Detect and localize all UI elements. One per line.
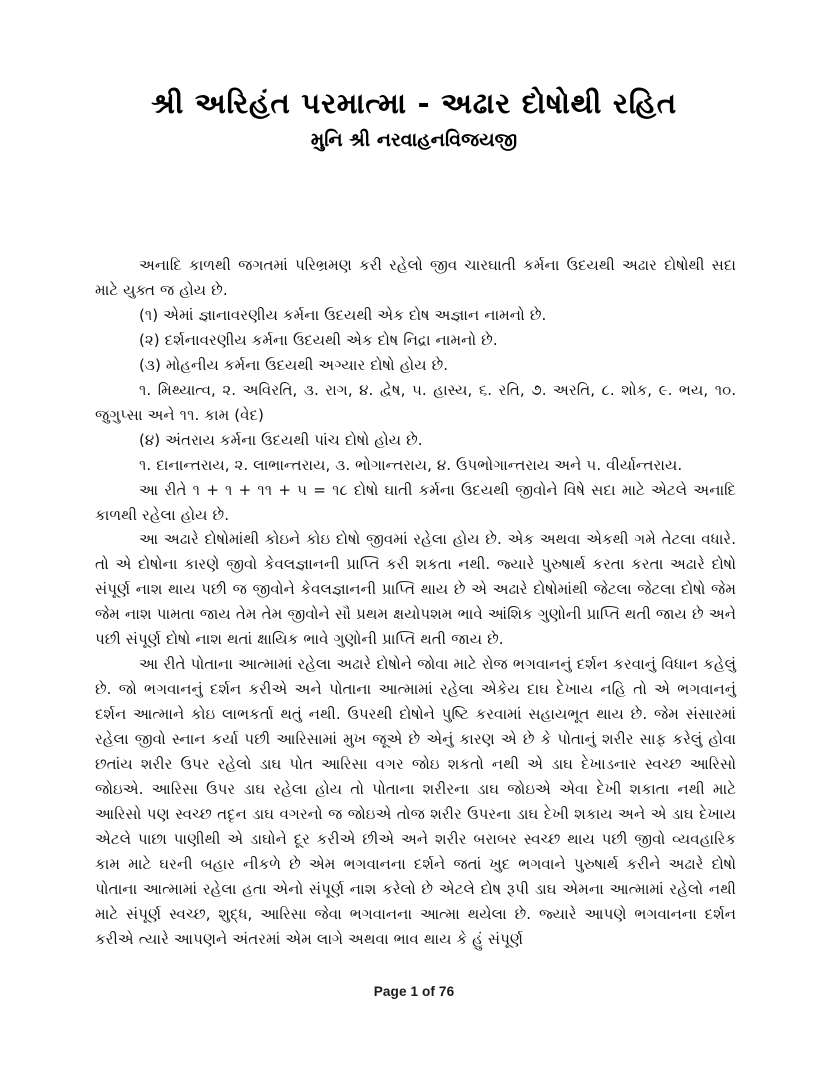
page-number-label: Page 1 of 76 [373, 984, 455, 999]
document-body [95, 253, 736, 952]
body-paragraph: (૪) અંતરાય કર્મના ઉદયથી પાંચ દોષો હોય છે. [139, 430, 423, 449]
body-paragraph: આ રીતે ૧ + ૧ + ૧૧ + ૫ = ૧૮ દોષો ઘાતી કર્મના ઉદયથી જીવોને વિષે સદા માટે એટલે અનાદિ કાળથી રહેલા હોય છે. [95, 480, 736, 524]
document-heading [0, 88, 828, 152]
page-footer [0, 983, 828, 1001]
body-paragraph: (૨) દર્શનાવરણીય કર્મના ઉદયથી એક દોષ નિદ્રા નામનો છે. [139, 330, 498, 349]
body-paragraph: ૧. મિથ્યાત્વ, ૨. અવિરતિ, ૩. રાગ, ૪. દ્વેષ, ૫. હાસ્ય, ૬. રતિ, ૭. અરતિ, ૮. શોક, ૯. ભય, ૧૦. જુગુપ્સા અને ૧૧. કામ (વેદ) [95, 380, 736, 424]
page-title: શ્રી અરિહંત પરમાત્મા - અઢાર દોષોથી રહિત [151, 87, 677, 120]
body-paragraph: અનાદિ કાળથી જગતમાં પરિભ્રમણ કરી રહેલો જીવ ચારઘાતી કર્મના ઉદયથી અઢાર દોષોથી સદા માટે યુક્ત જ હોય છે. [95, 256, 736, 299]
body-paragraph: (૩) મોહનીય કર્મના ઉદયથી અગ્યાર દોષો હોય છે. [139, 355, 449, 374]
page-subtitle: મુનિ શ્રી નરવાહનવિજયજી [310, 128, 518, 151]
body-paragraph: (૧) એમાં જ્ઞાનાવરણીય કર્મના ઉદયથી એક દોષ અજ્ઞાન નામનો છે. [139, 305, 547, 324]
body-paragraph: ૧. દાનાન્તરાય, ૨. લાભાન્તરાય, ૩. ભોગાન્તરાય, ૪. ઉપભોગાન્તરાય અને ૫. વીર્યાન્તરાય. [139, 455, 683, 474]
body-paragraph: આ રીતે પોતાના આત્મામાં રહેલા અઢારે દોષોને જોવા માટે રોજ ભગવાનનું દર્શન કરવાનું વિધાન કહેલું છે. જો ભગવાનનું દર્શન કરીએ અને પોતાના આત્મામાં રહેલા એકેય દાઘ દેખાય નહિ તો એ ભગવાનનું દર્શન આત્માને કોઇ લાભકર્તા થતું નથી. ઉપરથી દોષોને પુષ્ટિ કરવામાં સહાયભૂત થાય છે. જેમ સંસારમાં રહેલા જીવો સ્નાન કર્યા પછી આરિસામાં મુખ જૂએ છે એનું કારણ એ છે કે પોતાનું શરીર સાફ કરેલું હોવા છતાંય શરીર ઉપર રહેલો ડાઘ પોત આરિસા વગર જોઇ શકતો નથી એ ડાઘ દેખાડનાર સ્વચ્છ આરિસો જોઇએ. આરિસા ઉપર ડાઘ રહેલા હોય તો પોતાના શરીરના ડાઘ જોઇએ એવા દેખી શકાતા નથી માટે આરિસો પણ સ્વચ્છ તદૃન ડાઘ વગરનો જ જોઇએ તોજ શરીર ઉપરના ડાઘ દેખી શકાય અને એ ડાઘ દેખાય એટલે પાછા પાણીથી એ ડાઘોને દૂર કરીએ છીએ અને શરીર બરાબર સ્વચ્છ થાય પછી જીવો વ્યવહારિક કામ માટે ઘરની બહાર નીકળે છે એમ ભગવાનના દર્શને જતાં ખુદ ભગવાને પુરુષાર્થ કરીને અઢારે દોષો પોતાના આત્મામાં રહેલા હતા એનો સંપૂર્ણ નાશ કરેલો છે એટલે દોષ રૂપી ડાઘ એમના આત્મામાં રહેલો નથી માટે સંપૂર્ણ સ્વચ્છ, શુદ્ધ, આરિસા જેવા ભગવાનના આત્મા થયેલા છે. જ્યારે આપણે ભગવાનના દર્શન કરીએ ત્યારે આપણને અંતરમાં એમ લાગે અથવા ભાવ થાય કે હું સંપૂર્ણ [95, 655, 736, 948]
body-paragraph: આ અઢારે દોષોમાંથી કોઇને કોઇ દોષો જીવમાં રહેલા હોય છે. એક અથવા એકથી ગમે તેટલા વધારે. તો એ દોષોના કારણે જીવો કેવલજ્ઞાનની પ્રાપ્તિ કરી શકતા નથી. જ્યારે પુરુષાર્થ કરતા કરતા અઢારે દોષો સંપૂર્ણ નાશ થાય પછી જ જીવોને કેવલજ્ઞાનની પ્રાપ્તિ થાય છે એ અઢારે દોષોમાંથી જેટલા જેટલા દોષો જેમ જેમ નાશ પામતા જાય તેમ તેમ જીવોને સૌ પ્રથમ ક્ષયોપશમ ભાવે આંશિક ગુણોની પ્રાપ્તિ થતી જાય છે અને પછી સંપૂર્ણ દોષો નાશ થતાં ક્ષાયિક ભાવે ગુણોની પ્રાપ્તિ થતી જાય છે. [95, 530, 736, 649]
